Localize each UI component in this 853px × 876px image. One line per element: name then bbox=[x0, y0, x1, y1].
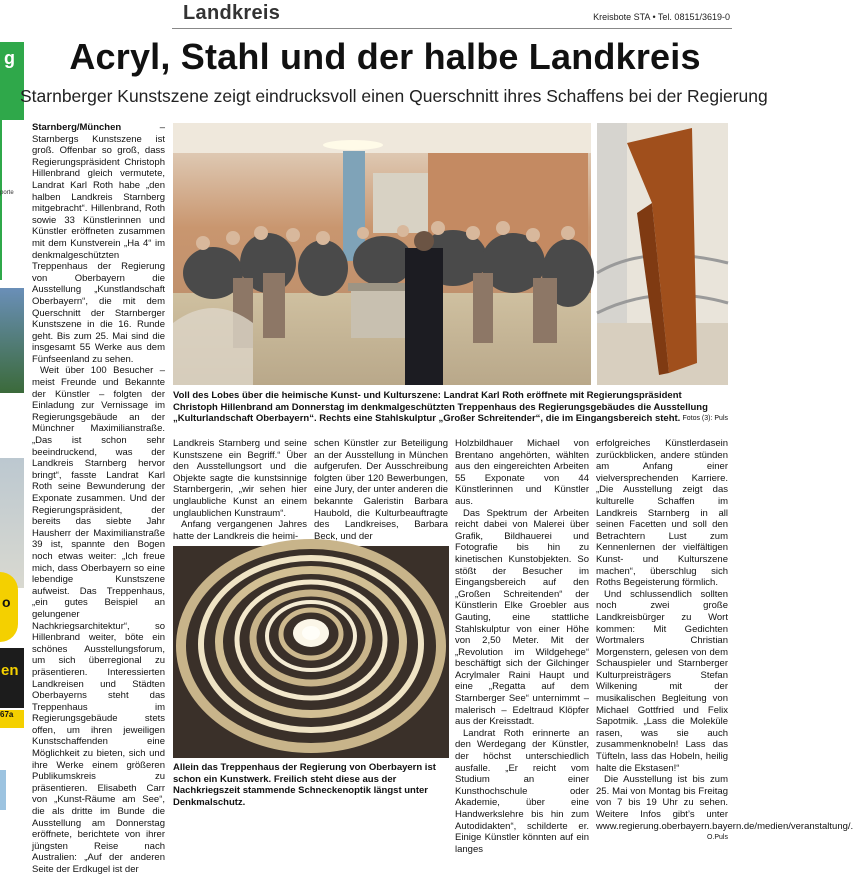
article-column-5 bbox=[596, 438, 853, 842]
paragraph: Das Spektrum der Arbeiten reicht dabei von Malerei über Grafik, Bildhauerei und Fotografie bis hin zu kinetischen Kunstobjekten. So stößt der Besucher im Eingangsbereich auf den „Großen Schreitenden“ der Künstlerin Elke Groebler aus Gauting, eine stattliche Stahlskulptur von einer Höhe von 2,50 Meter. Mit der „Revolution im Wildgehege“ beschäftigt sich der Gilchinger Acrylmaler Raini Haupt und eine „Regatta auf dem Starnberger See“ unternimmt – malerisch – Edeltraud Klöpfer aus der Kreisstadt. bbox=[455, 507, 589, 728]
paragraph: Holzbildhauer Michael von Brentano angehörten, wählten aus den eingereichten Arbeiten 55 Exponate von 44 Künstlerinnen und Künstler aus. bbox=[455, 438, 589, 507]
photo-credit: Fotos (3): Puls bbox=[682, 415, 728, 422]
paragraph: – Starnbergs Kunstszene ist groß. Offenbar so groß, dass Regierungspräsident Christoph Hillenbrand gleich vermutete, Landrat Karl Roth habe „den halben Landkreis Starnberg mitgebracht“. Hillenbrand, Roth sowie 33 Künstlerinnen und Künstler eröffneten zusammen mit dem Kunstverein „Ha 4“ im denkmalgeschützten Treppenhaus der Regierung von Oberbayern die Ausstellung „Kunstlandschaft Oberbayern“, die mit dem Querschnitt der Starnberger Kunstszene in die 16. Runde geht. Bis zum 25. Mai sind die insgesamt 55 Werke aus dem Fünfseenland zu sehen. bbox=[32, 122, 165, 365]
dateline: Starnberg/München bbox=[32, 122, 122, 133]
photo-staircase bbox=[173, 546, 449, 758]
header-rule bbox=[172, 28, 732, 29]
left-strip-number: 67a bbox=[0, 710, 24, 728]
left-strip-snippet: porte bbox=[0, 190, 14, 196]
paper-info: Kreisbote STA • Tel. 08151/3619-0 bbox=[593, 12, 730, 22]
left-strip-dark-box bbox=[0, 648, 24, 708]
left-strip-blue-bar bbox=[0, 770, 6, 810]
paragraph: Weit über 100 Besucher – meist Freunde und Bekannte der Künstler – folgten der Einladung zur Vernissage im Regierungsgebäude an der Münchner Maximilianstraße. „Das ist schon sehr beeindruckend, was der Landkreis Starnberg hervor bringt“, fasste Landrat Karl Roth seine Bewunderung der Exponate zusammen. Und der Regierungspräsident, der bereits das siebte Jahr Hausherr der Maximilianstraße 39 ist, spannte den Bogen noch etwas weiter: „Ich freue mich, dass Oberbayern so eine lebendige Kunstszene aufweist. Das Treppenhaus, „ein gutes Beispiel an gelungener Nachkriegsarchitektur“, so Hillenbrand weiter, böte ein schönes Ausstellungsforum, um sich überregional zu präsentieren. Interessierten Landkreisen und Städten Oberbayerns steht das Treppenhaus im Regierungsgebäude stets offen, um ihren jeweiligen Kunstschaffenden eine Möglichkeit zu bieten, sich und ihre Werke einem größeren Publikumskreis zu präsentieren. Elisabeth Carr von „Kunst-Räume am See“, die als dritte im Bunde die Ausstellung am Donnerstag eröffnete, berichtete von ihrer jüngsten Reise nach Australien: „Auf der anderen Seite der Erdkugel ist der bbox=[32, 365, 165, 875]
paragraph: Und schlussendlich sollten noch zwei große Landkreisbürger zu Wort kommen: Mit Gedichten Wortmalers Christian Morgenstern, gelesen von dem Schauspieler und Starnberger Kulturpreisträgers Stefan Wilkening mit der musikalischen Begleitung von Michael Gottfried und Felix Sapotmik. „Lass die Moleküle rasen, was sie auch zusammenknobeln! Lass das Tüfteln, lass das Hobeln, heilig halte die Ekstasen!“ bbox=[596, 588, 728, 774]
paragraph: Anfang vergangenen Jahres hatte der Landkreis die heimi- bbox=[173, 519, 307, 542]
left-strip-badge-text: o bbox=[2, 594, 11, 610]
article-subheadline: Starnberger Kunstszene zeigt eindrucksvoll einen Querschnitt ihres Schaffens bei der Regierung bbox=[20, 86, 768, 106]
paragraph: Landrat Roth erinnerte an den Werdegang der Künstler, der höchst unterschiedlich ausfalle. „Er reicht vom Studium an einer Kunsthochschule oder Akademie, über eine Handwerkslehre bis hin zum Autodidakten“, schilderte er. Einige Künstler könnten auf ein langes bbox=[455, 727, 589, 855]
left-strip-letter: g bbox=[4, 48, 15, 68]
author-signature: O.Puls bbox=[706, 834, 728, 842]
article-column-1 bbox=[32, 122, 165, 875]
left-strip-green-box bbox=[0, 42, 24, 120]
article-column-2 bbox=[173, 438, 307, 543]
photo-caption-bottom: Allein das Treppenhaus der Regierung von Oberbayern ist schon ein Kunstwerk. Freilich steht diese aus der Nachkriegszeit stammende Schneckenoptik längst unter Denkmalschutz. bbox=[173, 762, 436, 808]
left-strip-ad-image bbox=[0, 458, 24, 588]
photo-sculpture bbox=[597, 123, 728, 385]
paragraph: erfolgreiches Künstlerdasein zurückblicken, andere stünden am Anfang einer vielversprechenden Karriere. „Die Ausstellung zeigt das kulturelle Schaffen im Landkreis Starnberg in all seinen Facetten und soll den Betrachtern Lust zum Kennenlernen der vielfältigen Kunst- und Kulturszene machen“, überschlug sich Roths Begeisterung förmlich. bbox=[596, 438, 728, 589]
left-strip-green-line bbox=[0, 120, 2, 280]
left-strip-yellow-badge bbox=[0, 572, 18, 642]
photo-caption-top bbox=[173, 390, 728, 425]
paragraph: Die Ausstellung ist bis zum 25. Mai von Montag bis Freitag von 7 bis 19 Uhr zu sehen. Weitere Infos gibt’s unter www.regierung.oberbayern.bayern.de/medien/veranstaltung/. bbox=[596, 774, 853, 832]
caption-text: Voll des Lobes über die heimische Kunst- und Kulturszene: Landrat Karl Roth eröffnete mit Regierungspräsident Christoph Hillenbrand am Donnerstag im denkmalgeschützten Treppenhaus des Regierungsgebäudes die Ausstellung „Kulturlandschaft Oberbayern“. Rechts eine Stahlskulptur „Großer Schreitender“, die im Eingangsbereich steht. bbox=[173, 390, 708, 424]
article-column-3 bbox=[314, 438, 448, 543]
paragraph: schen Künstler zur Beteiligung an der Ausstellung in München aufgerufen. Der Ausschreibung folgten über 120 Bewerbungen, eine Jury, der unter anderen die bekannte Galeristin Barbara Haubold, die Kulturbeauftragte des Landkreises, Barbara Beck, und der bbox=[314, 438, 448, 542]
article-column-4 bbox=[455, 438, 589, 855]
left-strip-photo bbox=[0, 288, 24, 393]
photo-vernissage bbox=[173, 123, 591, 385]
article-headline: Acryl, Stahl und der halbe Landkreis bbox=[69, 36, 701, 77]
paragraph: Landkreis Starnberg und seine Kunstszene ein Begriff.“ Über den Ausstellungsort und die Objekte sagte die kunstsinnige Starnbergerin, „wir sehen hier unglaubliche Kunst an einem unglaublichen Kunstraum“. bbox=[173, 438, 307, 519]
section-title: Landkreis bbox=[183, 2, 281, 24]
left-strip-dark-text: en bbox=[1, 662, 19, 679]
